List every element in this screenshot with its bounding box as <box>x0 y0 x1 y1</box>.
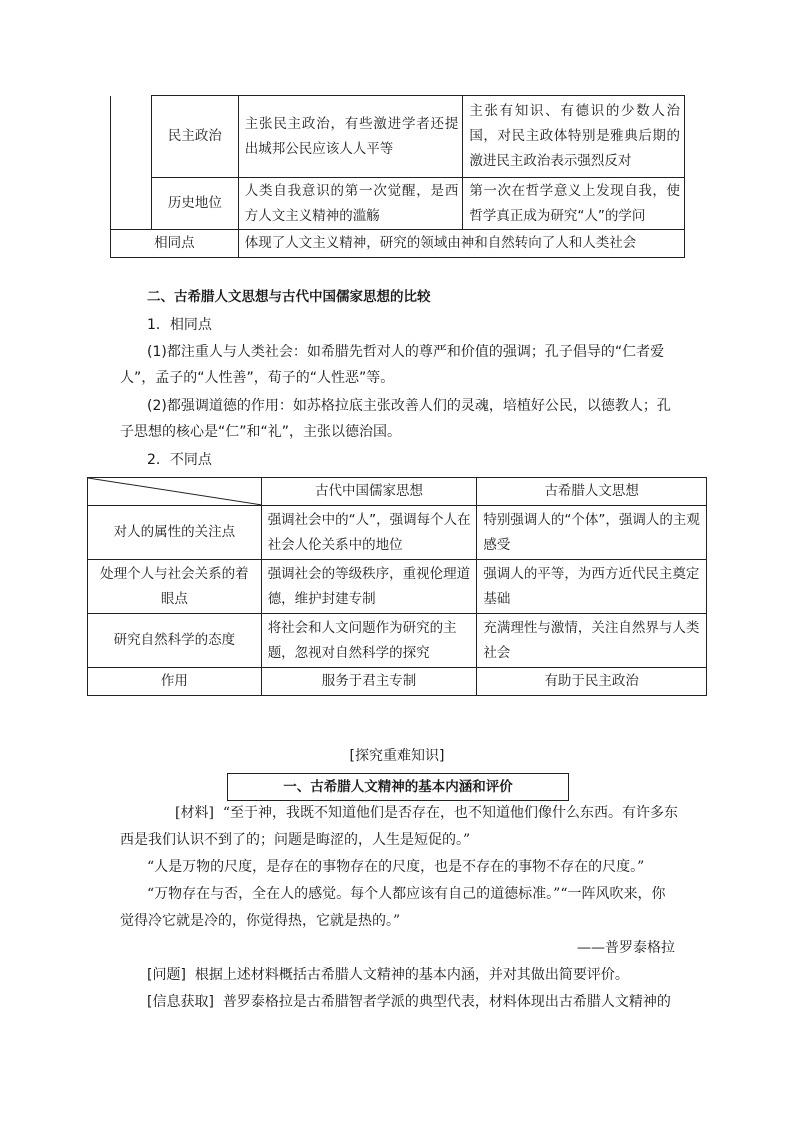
table-cell: 主张有知识、有德识的少数人治国，对民主政体特别是雅典后期的激进民主政治表示强烈反对 <box>463 96 685 178</box>
paragraph: (1)都注重人与人类社会：如希腊先哲对人的尊严和价值的强调；孔子倡导的“仁者爱人”，孟子的“人性善”，荀子的“人性恶”等。 <box>120 344 665 386</box>
question-tag: [问题] <box>147 967 186 983</box>
table-cell: 第一次在哲学意义上发现自我，使哲学真正成为研究“人”的学问 <box>463 178 685 230</box>
merged-cell <box>111 96 152 230</box>
row-label: 民主政治 <box>151 96 238 178</box>
comparison-table <box>87 477 707 696</box>
material-tag: [材料] <box>175 805 214 821</box>
table-cell: 强调社会中的“人”，强调每个人在社会人伦关系中的地位 <box>261 506 477 560</box>
section-title: [探究重难知识] <box>349 748 445 764</box>
material-text: “至于神，我既不知道他们是否存在，也不知道他们像什么东西。有许多东西是我们认识不到了的；问题是晦涩的，人生是短促的。” <box>120 805 678 848</box>
table-row <box>111 96 685 178</box>
table-cell: 有助于民主政治 <box>477 668 707 696</box>
table-row <box>88 614 707 668</box>
table-cell: 强调人的平等，为西方近代民主奠定基础 <box>477 560 707 614</box>
info-paragraph <box>147 989 687 1015</box>
table-row <box>111 230 685 258</box>
section-heading: 二、古希腊人文思想与古代中国儒家思想的比较 <box>147 289 431 305</box>
subheading: 1．相同点 <box>147 317 212 333</box>
table-cell: 体现了人文主义精神，研究的领域由神和自然转向了人和人类社会 <box>238 230 684 258</box>
question-paragraph <box>147 962 677 988</box>
table-cell: 充满理性与激情，关注自然界与人类社会 <box>477 614 707 668</box>
info-text: 普罗泰格拉是古希腊智者学派的典型代表，材料体现出古希腊人文精神的 <box>222 994 671 1010</box>
table-row <box>88 668 707 696</box>
info-tag: [信息获取] <box>147 994 214 1010</box>
table-row <box>88 506 707 560</box>
table-row <box>111 178 685 230</box>
comparison-table-top <box>110 95 685 258</box>
table-header-row <box>88 478 707 506</box>
material-paragraph: “万物存在与否，全在人的感觉。每个人都应该有自己的道德标准。”“一阵风吹来，你觉得冷它就是冷的，你觉得热，它就是热的。” <box>120 886 666 929</box>
column-header: 古希腊人文思想 <box>477 478 707 506</box>
paragraph: (2)都强调道德的作用：如苏格拉底主张改善人们的灵魂，培植好公民，以德教人；孔子思想的核心是“仁”和“礼”，主张以德治国。 <box>120 398 671 440</box>
source-attribution: ——普罗泰格拉 <box>577 940 675 956</box>
table-cell: 特别强调人的“个体”，强调人的主观感受 <box>477 506 707 560</box>
row-label: 历史地位 <box>151 178 238 230</box>
material-paragraph: “人是万物的尺度，是存在的事物存在的尺度，也是不存在的事物不存在的尺度。” <box>147 859 645 875</box>
diagonal-header-cell <box>88 478 262 506</box>
subheading: 2．不同点 <box>147 452 212 468</box>
material-paragraph <box>120 800 678 854</box>
question-text: 根据上述材料概括古希腊人文精神的基本内涵，并对其做出简要评价。 <box>194 967 629 983</box>
row-label: 研究自然科学的态度 <box>88 614 262 668</box>
row-label: 处理个人与社会关系的着眼点 <box>88 560 262 614</box>
boxed-heading: 一、古希腊人文精神的基本内涵和评价 <box>227 773 569 801</box>
diagonal-line <box>88 478 262 505</box>
table-cell: 强调社会的等级秩序，重视伦理道德，维护封建专制 <box>261 560 477 614</box>
row-label: 作用 <box>88 668 262 696</box>
column-header: 古代中国儒家思想 <box>261 478 477 506</box>
table-cell: 人类自我意识的第一次觉醒，是西方人文主义精神的滥觞 <box>238 178 463 230</box>
table-row <box>88 560 707 614</box>
table-cell: 主张民主政治，有些激进学者还提出城邦公民应该人人平等 <box>238 96 463 178</box>
row-label: 相同点 <box>111 230 239 258</box>
table-cell: 将社会和人文问题作为研究的主题，忽视对自然科学的探究 <box>261 614 477 668</box>
row-label: 对人的属性的关注点 <box>88 506 262 560</box>
table-cell: 服务于君主专制 <box>261 668 477 696</box>
